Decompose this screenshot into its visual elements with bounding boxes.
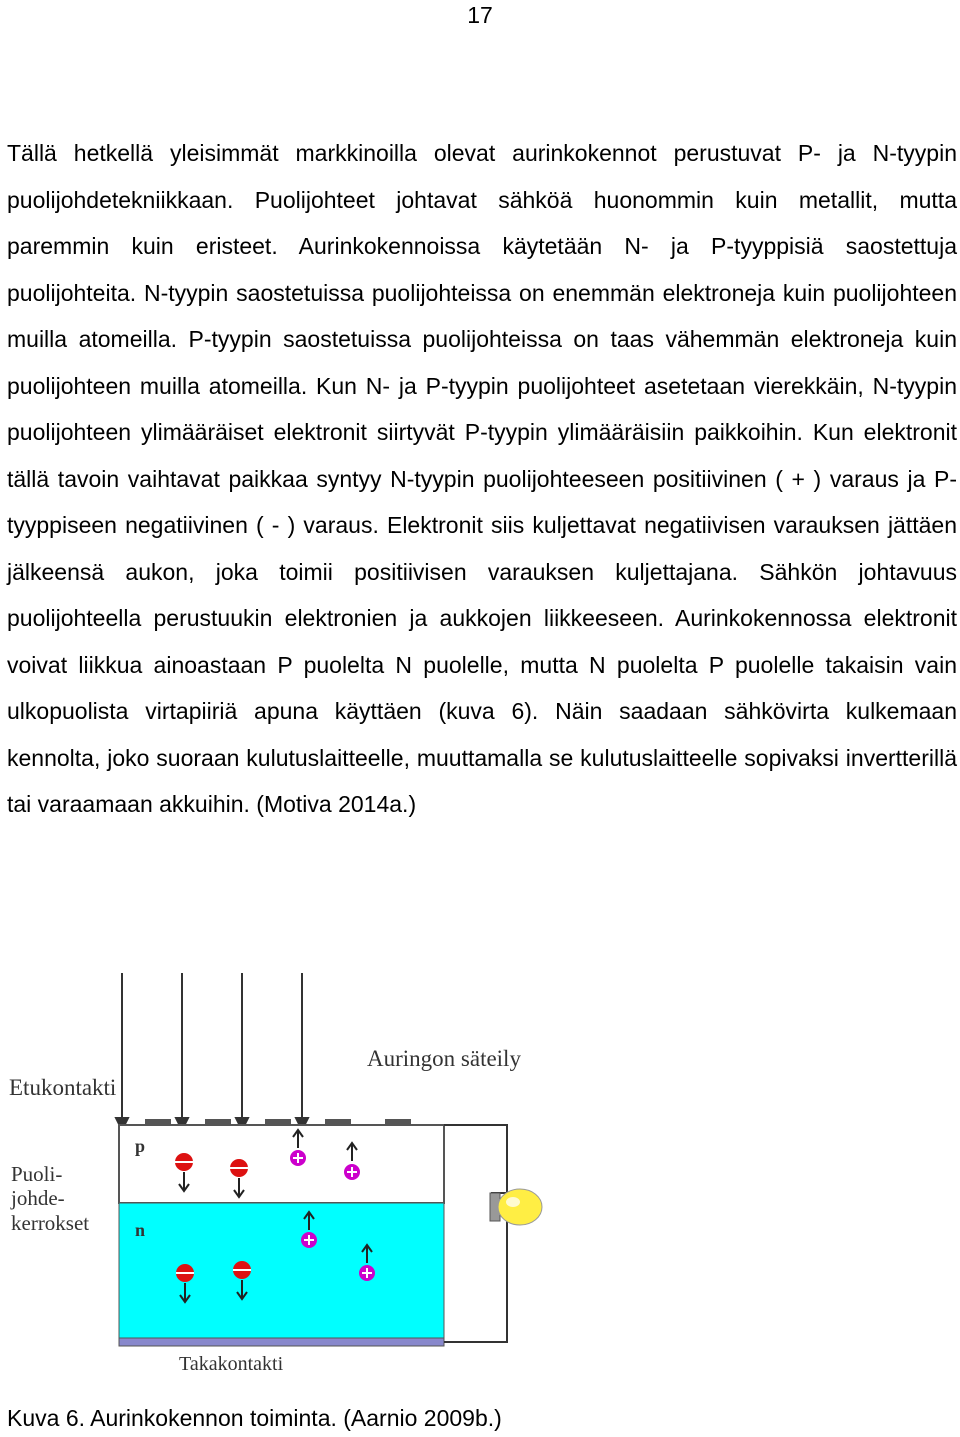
- page-number: 17: [467, 2, 493, 28]
- body-paragraph: Tällä hetkellä yleisimmät markkinoilla olevat aurinkokennot perustuvat P- ja N-tyypin puolijohdetekniikkaan. Puolijohteet johtavat sähköä huonommin kuin metallit, mutta paremmin kuin eristeet. Aurinkokennoissa käytetään N- ja P-tyyppisiä saostettuja puolijohteita. N-tyypin saostetuissa puolijohteissa on enemmän elektroneja kuin puolijohteen muilla atomeilla. P-tyypin saostetuissa puolijohteissa on taas vähemmän elektroneja kuin puolijohteen muilla atomeilla. Kun N- ja P-tyypin puolijohteet asetetaan vierekkäin, N-tyypin puolijohteen ylimääräiset elektronit siirtyvät P-tyypin ylimääräisiin paikkoihin. Kun elektronit tällä tavoin vaihtavat paikkaa syntyy N-tyypin puolijohteeseen positiivinen ( + ) varaus ja P-tyyppiseen negatiivinen ( - ) varaus. Elektronit siis kuljettavat negatiivisen varauksen jättäen jälkeensä aukon, joka toimii positiivisen varauksen kuljettajana. Sähkön johtavuus puolijohteella perustuukin elektronien ja aukkojen liikkeeseen. Aurinkokennossa elektronit voivat liikkua ainoastaan P puolelta N puolelle, mutta N puolelta P puolelle takaisin vain ulkopuolista virtapiiriä apuna käyttäen (kuva 6). Näin saadaan sähkövirta kulkemaan kennolta, joko suoraan kulutuslaitteelle, muuttamalla se kulutuslaitteelle sopivaksi invertterillä tai varaamaan akkuihin. (Motiva 2014a.): [7, 140, 957, 817]
- p-layer-label: p: [135, 1136, 146, 1156]
- n-layer: [119, 1203, 444, 1338]
- front-contact-label: Etukontakti: [9, 1075, 117, 1100]
- back-contact-label: Takakontakti: [179, 1353, 284, 1375]
- light-bulb-icon: [490, 1189, 542, 1225]
- circuit-wire: [444, 1125, 507, 1342]
- sun-label: Auringon säteily: [367, 1046, 521, 1071]
- back-contact: [119, 1338, 444, 1346]
- figure-caption: Kuva 6. Aurinkokennon toiminta. (Aarnio 2009b.): [7, 1405, 502, 1431]
- solar-cell-figure: [7, 968, 578, 1393]
- sun-rays: [116, 973, 308, 1130]
- semiconductor-layers-label: Puoli- johde- kerrokset: [11, 1162, 90, 1235]
- p-layer: [119, 1125, 444, 1203]
- n-layer-label: n: [135, 1220, 146, 1240]
